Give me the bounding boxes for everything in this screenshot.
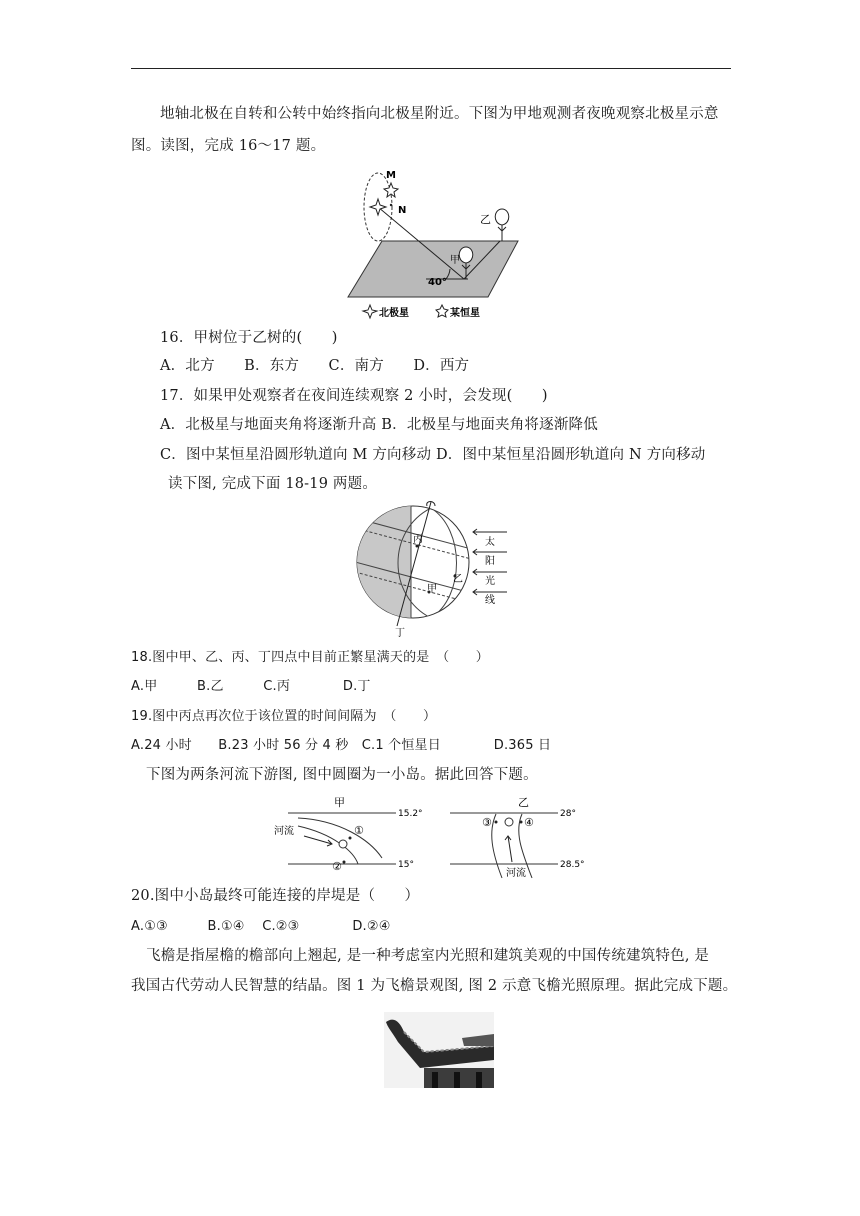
label-sun-1: 太	[485, 537, 495, 548]
header-rule	[131, 68, 731, 69]
q19-stem: 19.图中丙点再次位于该位置的时间间隔为 （ ）	[131, 709, 437, 724]
intro-paragraph-4-cont: 我国古代劳动人民智慧的结晶。图 1 为飞檐景观图, 图 2 示意飞檐光照原理。据此完成下题。	[131, 978, 738, 994]
intro-paragraph-1: 地轴北极在自转和公转中始终指向北极星附近。下图为甲地观测者夜晚观察北极星示意	[160, 106, 719, 122]
label-ding: 丁	[395, 628, 405, 639]
label-angle: 40°	[428, 277, 447, 288]
point-3: ③	[482, 816, 492, 829]
q16-stem: 16．甲树位于乙树的( )	[160, 330, 338, 346]
point-1: ①	[354, 824, 364, 837]
label-sun-4: 线	[485, 595, 495, 606]
lat-15: 15°	[398, 860, 414, 870]
legend-polaris-icon	[363, 305, 377, 318]
q20-options: A.①③ B.①④ C.②③ D.②④	[131, 919, 391, 934]
river-label-yi: 河流	[506, 868, 526, 879]
legend-star-icon	[436, 305, 448, 317]
tree-yi-icon	[495, 209, 509, 241]
label-sun-2: 阳	[485, 556, 495, 567]
q17-options-line2: C．图中某恒星沿圆形轨道向 M 方向移动 D．图中某恒星沿圆形轨道向 N 方向移动	[160, 447, 706, 463]
label-jia: 甲	[450, 255, 460, 266]
some-star-icon	[384, 183, 398, 197]
q19-options: A.24 小时 B.23 小时 56 分 4 秒 C.1 个恒星日 D.365 日	[131, 738, 552, 753]
river-yi-title: 乙	[518, 796, 529, 809]
intro-paragraph-3: 下图为两条河流下游图, 图中圆圈为一小岛。据此回答下题。	[146, 767, 538, 783]
label-yi-2: 乙	[453, 574, 463, 585]
legend-star: 某恒星	[450, 308, 480, 319]
q20-stem: 20.图中小岛最终可能连接的岸堤是（ ）	[131, 888, 420, 904]
label-sun-3: 光	[485, 576, 495, 587]
river-jia-title: 甲	[334, 796, 345, 809]
label-n: N	[398, 205, 407, 216]
q17-options-line1: A．北极星与地面夹角将逐渐升高 B．北极星与地面夹角将逐渐降低	[160, 417, 598, 433]
flying-eaves-photo	[384, 1012, 494, 1088]
q18-stem: 18.图中甲、乙、丙、丁四点中目前正繁星满天的是 （ ）	[131, 650, 489, 665]
intro-paragraph-2: 读下图, 完成下面 18-19 两题。	[168, 476, 378, 492]
legend-polaris: 北极星	[379, 308, 409, 319]
lat-28-5: 28.5°	[560, 860, 585, 870]
q17-stem: 17．如果甲处观察者在夜间连续观察 2 小时，会发现( )	[160, 388, 548, 404]
label-m: M	[386, 170, 396, 181]
lat-15-2: 15.2°	[398, 809, 423, 819]
figure-polaris-observation	[340, 165, 540, 321]
river-label-jia: 河流	[274, 826, 294, 837]
polaris-star-icon	[370, 199, 386, 215]
intro-paragraph-4: 飞檐是指屋檐的檐部向上翘起, 是一种考虑室内光照和建筑美观的中国传统建筑特色, 是	[146, 948, 710, 964]
intro-paragraph-1-cont: 图。读图，完成 16～17 题。	[131, 138, 326, 154]
label-bing: 丙	[413, 534, 423, 545]
point-2: ②	[332, 860, 342, 873]
figure-globe-illumination	[355, 500, 515, 640]
figure-two-rivers	[270, 792, 590, 884]
q16-options: A．北方 B．东方 C．南方 D．西方	[160, 358, 470, 374]
point-4: ④	[524, 816, 534, 829]
label-yi: 乙	[480, 213, 491, 226]
q18-options: A.甲 B.乙 C.丙 D.丁	[131, 679, 371, 694]
label-jia-2: 甲	[427, 584, 437, 595]
lat-28: 28°	[560, 809, 576, 819]
